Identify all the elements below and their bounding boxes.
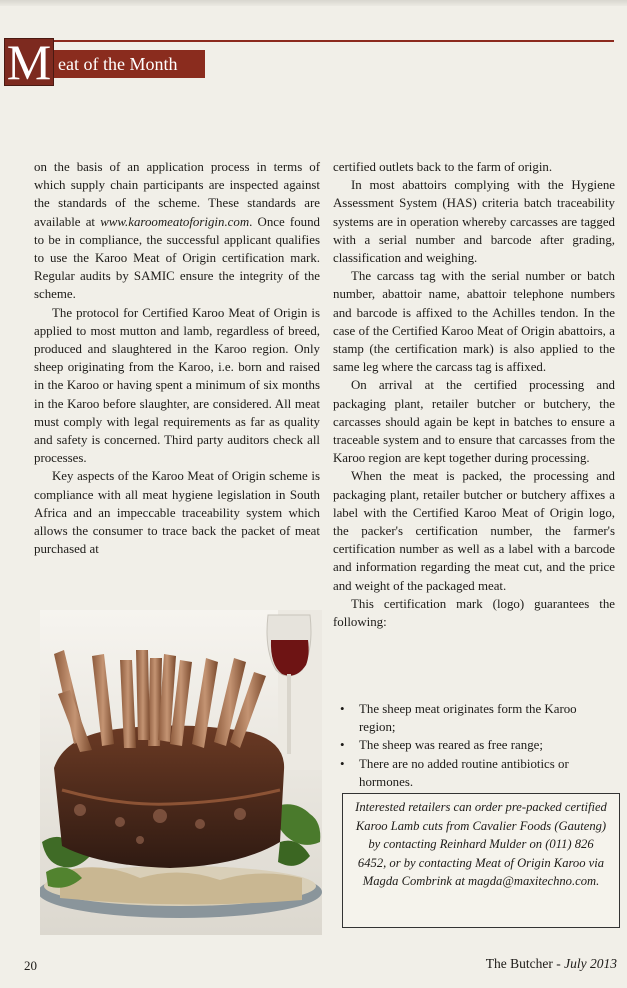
bullet-icon: • — [340, 702, 345, 716]
list-item: • The sheep was reared as free range; — [340, 736, 615, 754]
retailer-info-box — [342, 793, 620, 928]
right-column — [333, 158, 615, 631]
left-column — [34, 158, 320, 558]
footer-issue: July 2013 — [564, 956, 617, 971]
header-initial: M — [4, 38, 54, 86]
crown-roast-photo — [40, 610, 322, 935]
right-paragraph-1: certified outlets back to the farm of origin. — [333, 160, 553, 174]
top-band — [0, 0, 627, 6]
right-paragraph-4: On arrival at the certified processing and packaging plant, retailer butcher or butchery, the carcasses should again be kept in batches to ensure a traceable system and to ensure that carcasses from the Karoo region are kept together during processing. — [333, 378, 615, 466]
right-paragraph-3: The carcass tag with the serial number or batch number, abattoir name, abattoir telephone numbers and barcode is affixed to the Achilles tendon. In the case of the Certified Karoo Meat of Origin abattoirs, a stamp (the certification mark) is also applied to the same leg where the carcass tag is affixed. — [333, 269, 615, 375]
left-paragraph-3: Key aspects of the Karoo Meat of Origin scheme is compliance with all meat hygiene legislation in South Africa and an impeccable traceability system which allows the consumer to trace back the packet of meat purchased at — [34, 469, 320, 557]
guarantee-list — [340, 700, 615, 791]
footer-magazine: The Butcher - — [485, 956, 565, 971]
website-link[interactable]: www.karoomeatoforigin.com — [100, 214, 250, 229]
list-item: • There are no added routine antibiotics or hormones. — [340, 756, 569, 789]
info-box-text: Interested retailers can order pre-packed certified Karoo Lamb cuts from Cavalier Foods (Gauteng) by contacting Reinhard Mulder on (011) 826 6452, or by contacting Meat of Origin Karoo via Magda Combrink at magda@maxitechno.com. — [355, 800, 607, 888]
right-paragraph-2: In most abattoirs complying with the Hygiene Assessment System (HAS) criteria batch traceability systems are in operation whereby carcasses are tagged with a serial number and barcode after grading, classification and weighing. — [333, 178, 615, 266]
right-paragraph-5: When the meat is packed, the processing and packaging plant, retailer butcher or butchery affixes a label with the Certified Karoo Meat of Origin logo, the packer's certification number, the farmer's certification number as well as a label with a barcode and information regarding the meat cut, and the price and weight of the packaged meat. — [333, 469, 615, 593]
bullet-icon: • — [340, 756, 345, 771]
header-rule — [44, 40, 614, 42]
right-paragraph-6: This certification mark (logo) guarantees the following: — [333, 596, 615, 630]
left-paragraph-1: on the basis of an application process in terms of which supply chain participants are inspected against the standards of the scheme. These standards are available at www.karoomeatoforigin.com. Once found to be in compliance, the successful applicant qualifies to use the Karoo Meat of Origin certification mark. Regular audits by SAMIC ensure the integrity of the scheme. — [34, 160, 320, 302]
page-number: 20 — [24, 958, 37, 973]
list-item: • The sheep meat originates form the Karoo region; — [340, 702, 577, 735]
left-paragraph-2: The protocol for Certified Karoo Meat of Origin is applied to most mutton and lamb, regardless of breed, produced and slaughtered in the Karoo region. Only sheep originating from the Karoo, i.e. born and raised in the Karoo or having spent a minimum of six months in the Karoo before slaughter, are considered. All meat must comply with legal requirements as far as quality and safety is concerned. Third party auditors check all processes. — [34, 305, 320, 466]
bullet-icon: • — [340, 738, 345, 753]
footer — [486, 956, 617, 972]
header-title: eat of the Month — [54, 50, 205, 78]
section-header — [4, 34, 614, 90]
